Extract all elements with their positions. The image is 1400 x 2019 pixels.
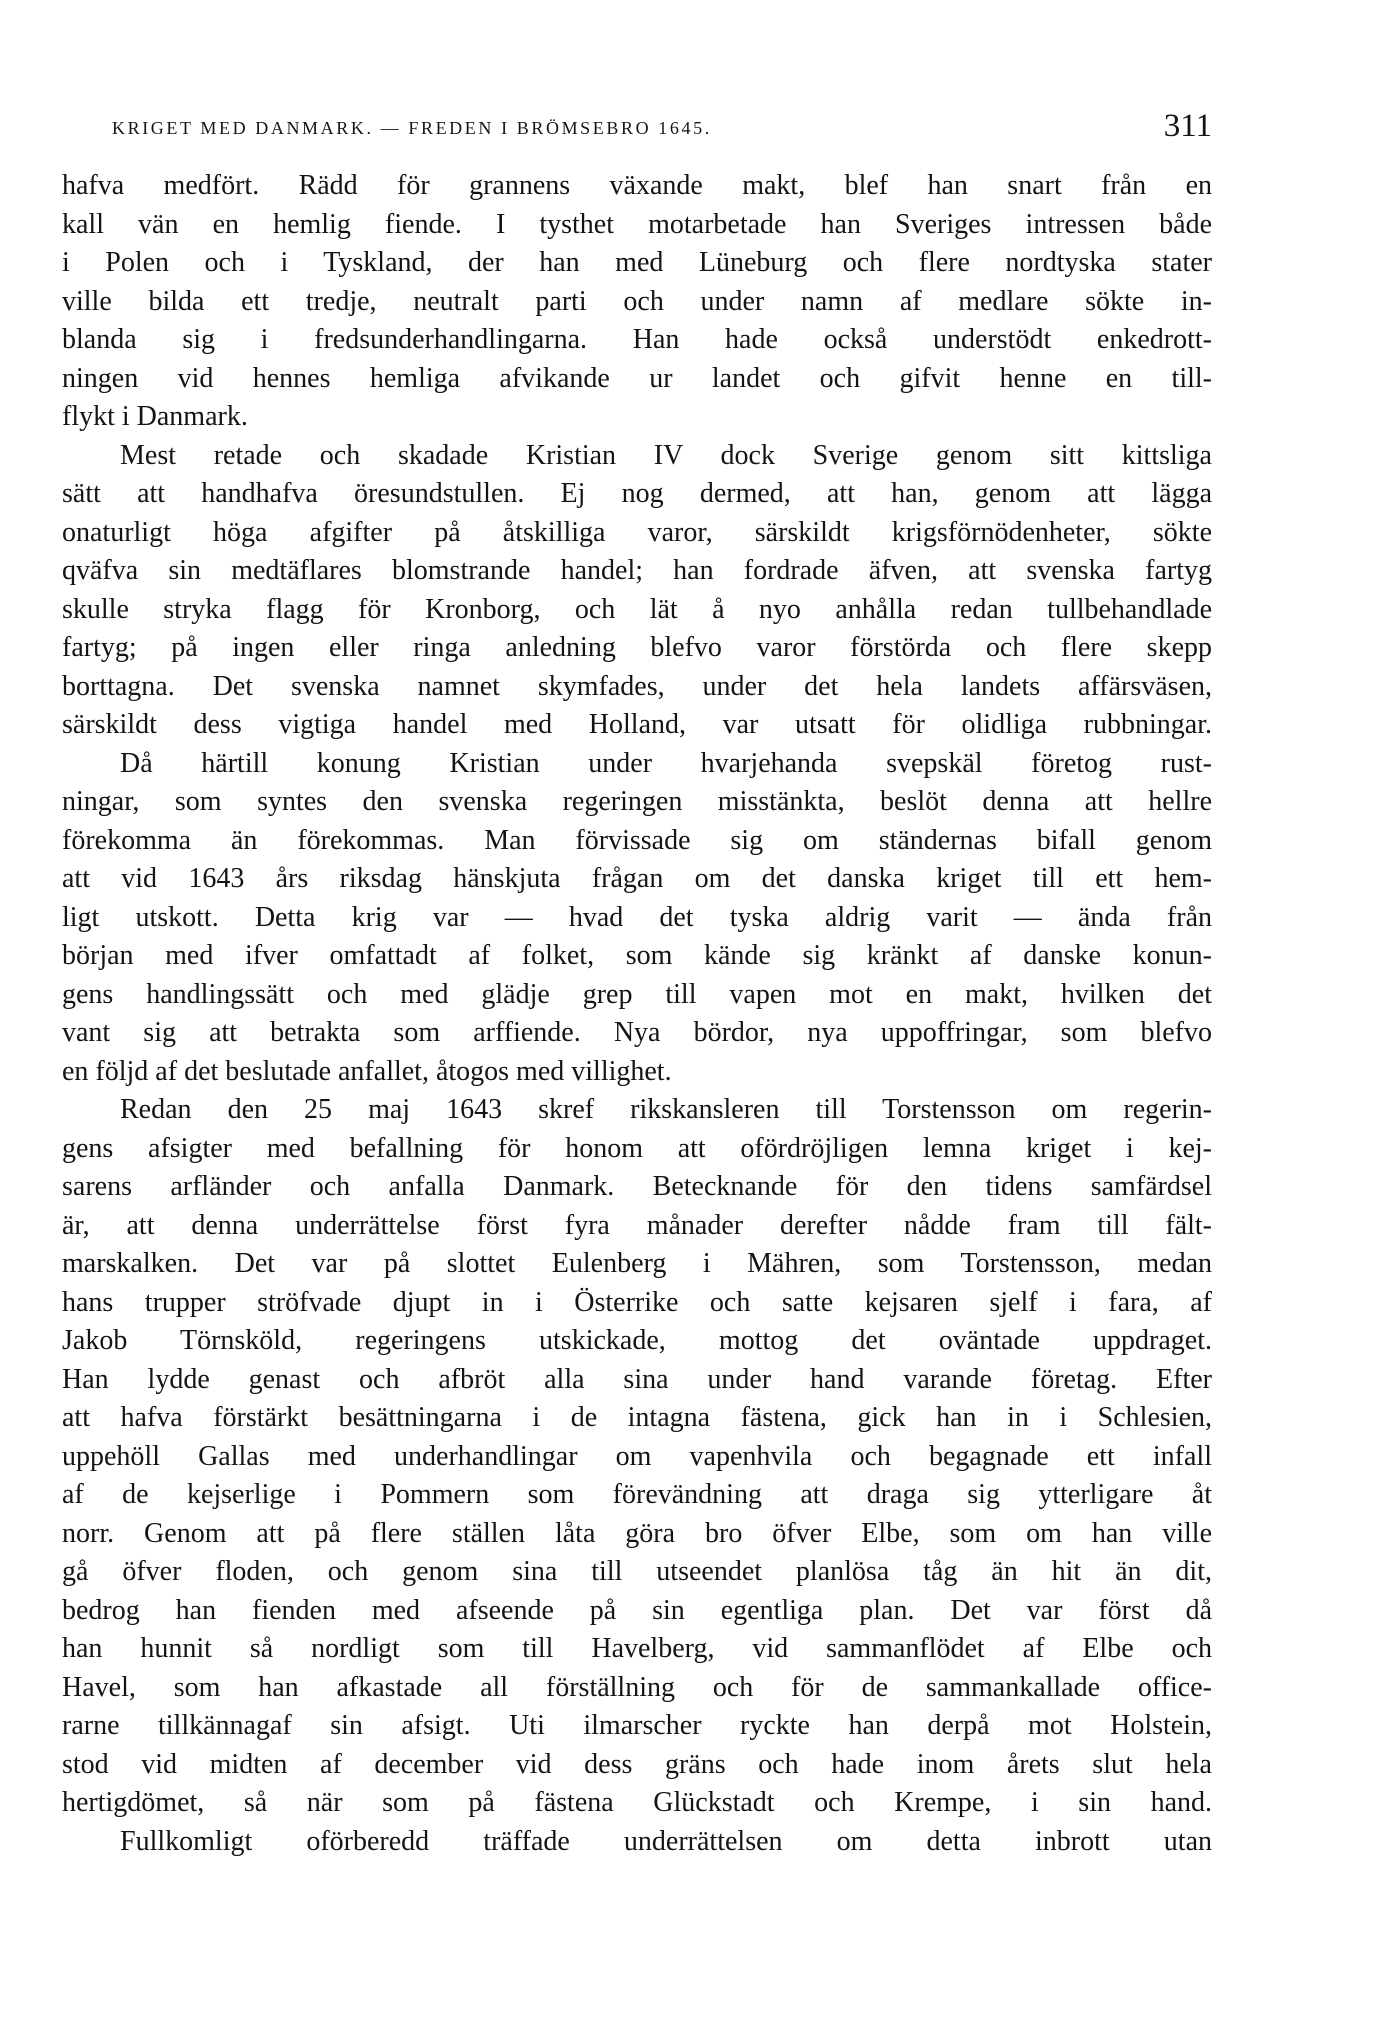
text-line: i Polen och i Tyskland, der han med Lüneburg och flere nordtyska stater	[62, 247, 1212, 278]
text-line: bedrog han fienden med afseende på sin egentliga plan. Det var först då	[62, 1594, 1212, 1626]
text-line: fartyg; på ingen eller ringa anledning blefvo varor förstörda och flere skepp	[62, 632, 1212, 663]
text-line: Redan den 25 maj 1643 skref rikskansleren till Torstensson om regerin-	[120, 1094, 1212, 1125]
text-line: Havel, som han afkastade all förställning och för de sammankallade officе-	[62, 1671, 1212, 1703]
text-line: särskildt dess vigtiga handel med Holland, var utsatt för olidliga rubbningar.	[62, 709, 1212, 740]
text-line: flykt i Danmark.	[62, 401, 248, 432]
text-line: hafva medfört. Rädd för grannens växande makt, blef han snart från en	[62, 170, 1212, 201]
text-line: sätt att handhafva öresundstullen. Ej nog dermed, att han, genom att lägga	[62, 478, 1212, 509]
text-line: ligt utskott. Detta krig var — hvad det tyska aldrig varit — ända från	[62, 901, 1212, 933]
text-line: marskalken. Det var på slottet Eulenberg i Mähren, som Torstensson, medan	[62, 1248, 1212, 1279]
text-line: hans trupper ströfvade djupt in i Österrike och satte kejsaren sjelf i fara, af	[62, 1286, 1212, 1318]
text-line: att hafva förstärkt besättningarna i de intagna fästena, gick han in i Schlesien,	[62, 1402, 1212, 1433]
text-line: Fullkomligt oförberedd träffade underrättelsen om detta inbrott utan	[120, 1825, 1212, 1857]
text-line: gens handlingssätt och med glädje grep till vapen mot en makt, hvilken det	[62, 978, 1212, 1010]
text-line: Han lydde genast och afbröt alla sina under hand varande företag. Efter	[62, 1363, 1212, 1395]
page-header	[62, 108, 1212, 152]
text-line: ville bilda ett tredje, neutralt parti och under namn af medlare sökte in-	[62, 285, 1212, 317]
text-line: norr. Genom att på flere ställen låta göra bro öfver Elbe, som om han ville	[62, 1517, 1212, 1549]
text-line: rarne tillkännagaf sin afsigt. Uti ilmarscher ryckte han derpå mot Holstein,	[62, 1710, 1212, 1741]
text-line: Jakob Törnsköld, regeringens utskickade, mottog det oväntade uppdraget.	[62, 1325, 1212, 1356]
text-line: sarens arfländer och anfalla Danmark. Betecknande för den tidens samfärdsel	[62, 1171, 1212, 1202]
text-line: qväfva sin medtäflares blomstrande handel; han fordrade äfven, att svenska fartyg	[62, 555, 1212, 586]
text-line: af de kejserlige i Pommern som förevändning att draga sig ytterligare åt	[62, 1479, 1212, 1510]
text-line: kall vän en hemlig fiende. I tysthet motarbetade han Sveriges intressen både	[62, 208, 1212, 240]
text-line: början med ifver omfattadt af folket, som kände sig kränkt af danske konun-	[62, 940, 1212, 971]
text-line: skulle stryka flagg för Kronborg, och lät å nyo anhålla redan tullbehandlade	[62, 593, 1212, 625]
text-line: förekomma än förekommas. Man förvissade sig om ständernas bifall genom	[62, 824, 1212, 856]
text-line: uppehöll Gallas med underhandlingar om vapenhvila och begagnade ett infall	[62, 1440, 1212, 1472]
text-line: gå öfver floden, och genom sina till utseendet planlösa tåg än hit än dit,	[62, 1556, 1212, 1587]
text-line: ningar, som syntes den svenska regeringen misstänkta, beslöt denna att hellre	[62, 786, 1212, 817]
text-line: är, att denna underrättelse först fyra månader derefter nådde fram till fält-	[62, 1209, 1212, 1241]
text-line: Då härtill konung Kristian under hvarjehanda svepskäl företog rust-	[120, 747, 1212, 779]
body-text	[62, 167, 1212, 1861]
text-line: att vid 1643 års riksdag hänskjuta frågan om det danska kriget till ett hem-	[62, 863, 1212, 894]
running-title: KRIGET MED DANMARK. — FREDEN I BRÖMSEBRO 1645.	[112, 118, 712, 138]
text-line: vant sig att betrakta som arffiende. Nya bördor, nya uppoffringar, som blefvo	[62, 1017, 1212, 1048]
text-line: blanda sig i fredsunderhandlingarna. Han hade också understödt enkedrott-	[62, 324, 1212, 355]
text-line: hertigdömet, så när som på fästena Glückstadt och Krempe, i sin hand.	[62, 1787, 1212, 1818]
text-line: Mest retade och skadade Kristian IV dock Sverige genom sitt kittsliga	[120, 439, 1212, 471]
text-line: onaturligt höga afgifter på åtskilliga varor, särskildt krigsförnödenheter, sökte	[62, 516, 1212, 548]
text-line: gens afsigter med befallning för honom att ofördröjligen lemna kriget i kej-	[62, 1132, 1212, 1164]
text-line: ningen vid hennes hemliga afvikande ur landet och gifvit henne en till-	[62, 362, 1212, 394]
text-line: han hunnit så nordligt som till Havelberg, vid sammanflödet af Elbe och	[62, 1633, 1212, 1664]
text-line: en följd af det beslutade anfallet, åtogos med villighet.	[62, 1055, 672, 1087]
page-number: 311	[1163, 108, 1212, 144]
text-line: borttagna. Det svenska namnet skymfades, under det hela landets affärsväsen,	[62, 670, 1212, 702]
text-line: stod vid midten af december vid dess gräns och hade inom årets slut hela	[62, 1748, 1212, 1780]
